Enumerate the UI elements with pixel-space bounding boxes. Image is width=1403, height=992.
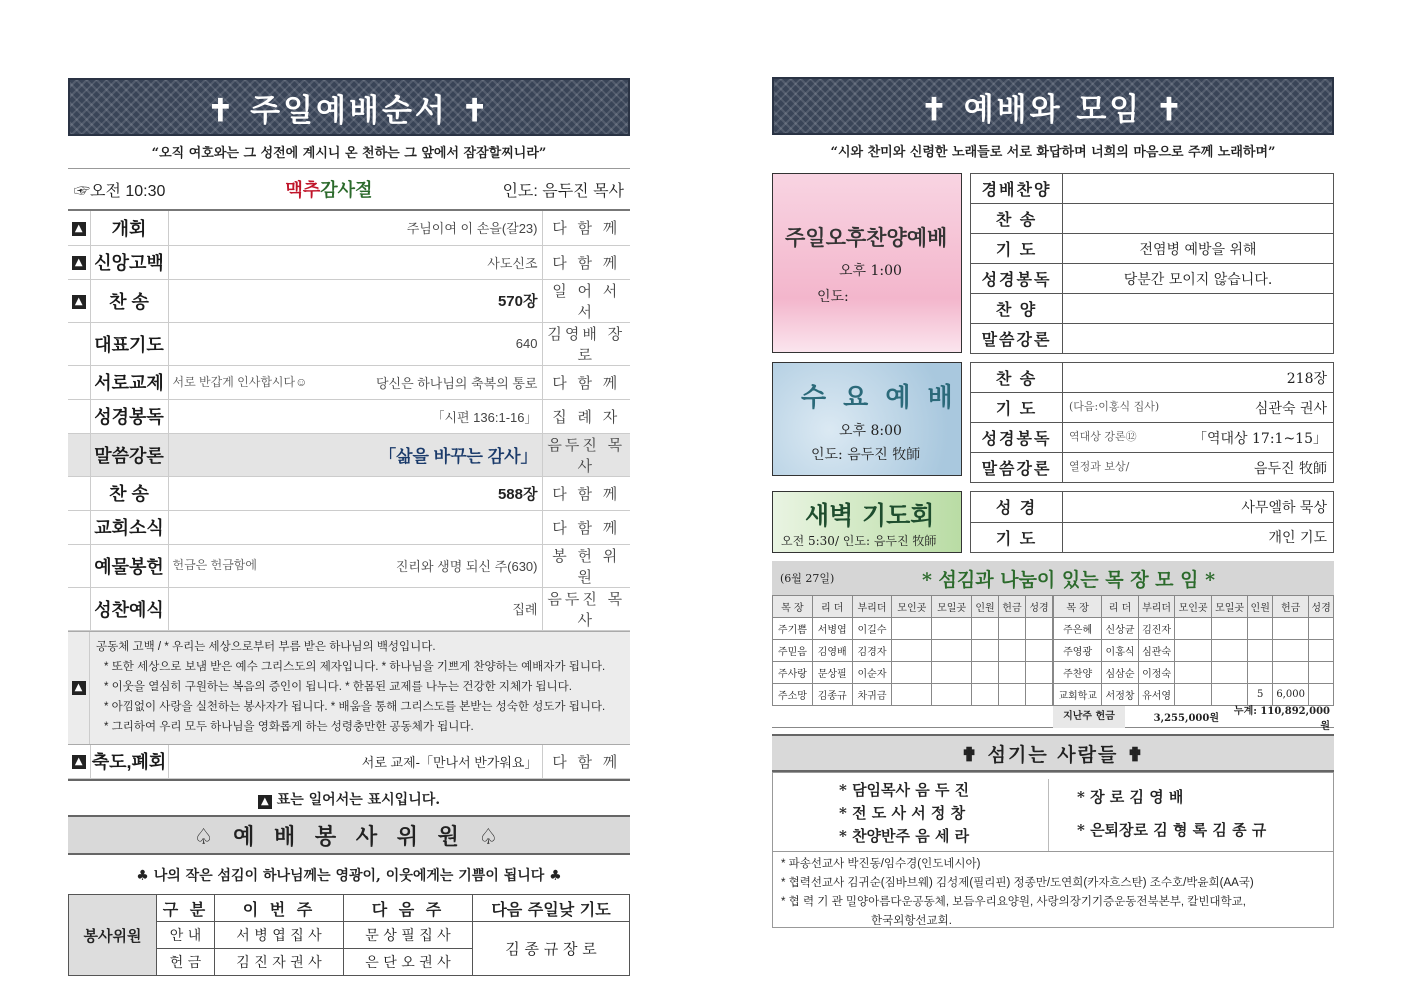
row-label: 찬 송 — [971, 204, 1063, 234]
order-item-person: 음두진 목사 — [542, 433, 630, 476]
benediction-table — [68, 745, 630, 780]
order-item-name: 개회 — [90, 211, 168, 245]
cell-value — [932, 684, 972, 706]
cell-value — [1025, 684, 1052, 706]
offering-total: 누계: 110,892,000원 — [1233, 705, 1330, 732]
row-label: 경배찬양 — [971, 174, 1063, 204]
order-item-name: 찬 송 — [90, 476, 168, 510]
service-header: 구 분 — [157, 895, 215, 922]
cell-value — [1273, 662, 1309, 684]
wednesday-table — [970, 362, 1334, 483]
staff-right — [1048, 779, 1333, 851]
cell-value: 주은혜 — [1054, 618, 1102, 640]
mission-line: * 파송선교사 박진동/임수경(인도네시아) — [781, 858, 981, 870]
table-row — [68, 587, 630, 630]
cell-value — [998, 640, 1025, 662]
table-row — [971, 234, 1334, 264]
cell-value: 심삼순 — [1102, 662, 1139, 684]
cell-column-header: 부리더 — [852, 596, 892, 618]
table-row — [68, 433, 630, 476]
row-label: 말씀강론 — [971, 324, 1063, 354]
row-label: 찬 송 — [971, 363, 1063, 393]
cell-value: 김진자 — [1138, 618, 1175, 640]
order-item-name: 축도,폐회 — [90, 745, 168, 779]
table-row — [971, 363, 1334, 393]
cell-value — [1273, 618, 1309, 640]
offering-week: 3,255,000원 — [1153, 713, 1219, 724]
staff-member: * 담임목사 음 두 진 — [839, 781, 970, 799]
dawn-card — [772, 491, 962, 553]
stand-note-text: 표는 일어서는 표시입니다. — [276, 792, 441, 808]
order-item-person: 일 어 서 서 — [542, 279, 630, 322]
right-verse: “시와 찬미와 신령한 노래들로 서로 화답하며 너희의 마음으로 주께 노래하며” — [830, 145, 1276, 160]
wednesday-title: 수 요 예 배 — [801, 383, 957, 413]
cell-value: 신상균 — [1102, 618, 1139, 640]
service-header: 다 음 주 — [344, 895, 473, 922]
confession-block — [68, 631, 630, 745]
cell-value — [892, 618, 932, 640]
service-this-week: 서 병 엽 집 사 — [215, 922, 344, 949]
cell-value — [998, 618, 1025, 640]
row-note: 역대상 강론⑫ — [1069, 429, 1137, 443]
stand-up-icon: ▲ — [72, 295, 86, 309]
row-label: 성경봉독 — [971, 423, 1063, 453]
cell-value — [971, 684, 998, 706]
cell-value: 6,000 — [1273, 684, 1309, 706]
cell-value — [971, 640, 998, 662]
row-label: 성 경 — [971, 492, 1063, 523]
cell-value: 주믿음 — [773, 640, 813, 662]
dawn-section — [772, 491, 1334, 553]
row-label: 기 도 — [971, 522, 1063, 553]
cell-value: 이정숙 — [1138, 662, 1175, 684]
table-row — [971, 423, 1334, 453]
cell-value: 김영배 — [812, 640, 852, 662]
cell-value — [1025, 618, 1052, 640]
table-row — [971, 264, 1334, 294]
cell-title: * 섬김과 나눔이 있는 목 장 모 임 * — [922, 568, 1216, 591]
cell-value: 5 — [1248, 684, 1273, 706]
staff-member: * 은퇴장로 김 형 록 김 종 규 — [1077, 821, 1267, 839]
wednesday-card — [772, 362, 962, 476]
cell-value — [1175, 618, 1212, 640]
service-committee-table — [68, 894, 630, 976]
cell-value — [932, 618, 972, 640]
cell-value — [1211, 662, 1248, 684]
row-value: 전염병 예방을 위해 — [1063, 234, 1334, 264]
row-value — [1063, 204, 1334, 234]
order-item-person: 다 함 께 — [542, 476, 630, 510]
stand-up-icon: ▲ — [72, 222, 86, 236]
row-value — [1063, 174, 1334, 204]
confession-line: * 아낌없이 사랑을 실천하는 봉사자가 됩니다. * 배움을 통해 그리스도를 본받는 성숙한 성도가 됩니다. — [104, 700, 606, 713]
wednesday-section — [772, 362, 1334, 483]
staff-list — [772, 772, 1334, 852]
cell-value — [971, 618, 998, 640]
row-value: 음두진 牧師 — [1253, 460, 1327, 477]
cell-value — [892, 684, 932, 706]
cell-value — [998, 684, 1025, 706]
order-item-content: 서로 교제-「만나서 반가워요」 — [168, 745, 542, 779]
confession-line: * 그리하여 우리 모두 하나님을 영화롭게 하는 성령충만한 공동체가 됩니다. — [104, 720, 474, 733]
cell-column-header: 목 장 — [773, 596, 813, 618]
table-row — [773, 684, 1053, 706]
order-item-person: 다 함 께 — [542, 510, 630, 544]
table-row — [68, 476, 630, 510]
cell-column-header: 모일곳 — [932, 596, 972, 618]
cell-value — [998, 662, 1025, 684]
cell-value — [1309, 662, 1334, 684]
table-row — [971, 393, 1334, 423]
table-row — [773, 596, 1053, 618]
cell-tables — [772, 595, 1334, 706]
table-row — [69, 895, 630, 922]
missions-list — [772, 852, 1334, 928]
order-item-content: 사도신조 — [487, 255, 538, 271]
left-verse: “오직 여호와는 그 성전에 계시니 온 천하는 그 앞에서 잠잠할찌니라” — [68, 136, 630, 169]
order-item-name: 말씀강론 — [90, 433, 168, 476]
afternoon-section — [772, 173, 1334, 354]
cell-value: 이홍식 — [1102, 640, 1139, 662]
confession-line: 공동체 고백 / * 우리는 세상으로부터 부름 받은 하나님의 백성입니다. — [96, 640, 436, 653]
order-item-person: 다 함 께 — [542, 211, 630, 245]
dawn-title: 새벽 기도회 — [805, 501, 935, 530]
cell-value: 이순자 — [852, 662, 892, 684]
cell-value — [971, 662, 998, 684]
worship-order-table — [68, 211, 630, 631]
worship-order-banner: ✝ 주일예배순서 ✝ — [68, 78, 630, 136]
offering-row — [772, 705, 1334, 732]
cell-date: (6월 27일) — [780, 572, 835, 585]
cell-table-left — [772, 595, 1053, 706]
stand-up-icon: ▲ — [72, 755, 86, 769]
cell-value — [1175, 684, 1212, 706]
cell-value: 차귀금 — [852, 684, 892, 706]
afternoon-leader: 인도: — [817, 289, 849, 305]
cell-value — [892, 640, 932, 662]
cell-value: 문상필 — [812, 662, 852, 684]
row-label: 찬 양 — [971, 294, 1063, 324]
cell-value — [1175, 640, 1212, 662]
table-row — [971, 324, 1334, 354]
order-item-content: 「시편 136:1-16」 — [431, 409, 538, 425]
row-value: 「역대상 17:1~15」 — [1192, 430, 1327, 447]
order-item-content: 「삶을 바꾸는 감사」 — [379, 447, 538, 466]
service-header: 다음 주일낮 기도 — [473, 895, 630, 922]
cell-table-right — [1053, 595, 1334, 706]
cell-value: 김종규 — [812, 684, 852, 706]
stand-up-icon: ▲ — [72, 256, 86, 270]
cell-value: 주기쁨 — [773, 618, 813, 640]
cell-column-header: 인원 — [971, 596, 998, 618]
staff-left — [773, 779, 1048, 851]
row-value — [1063, 324, 1334, 354]
event-title-a: 맥추 — [285, 180, 321, 200]
order-item-name: 찬 송 — [90, 279, 168, 322]
row-value: 당분간 모이지 않습니다. — [1063, 264, 1334, 294]
mission-line: 한국외항선교회. — [871, 915, 952, 927]
cell-value — [892, 662, 932, 684]
service-committee-title: ♤ 예 배 봉 사 위 원 ♤ — [68, 815, 630, 855]
service-next-prayer: 김 종 규 장 로 — [473, 922, 630, 976]
order-item-content: 570장 — [497, 293, 538, 310]
stand-note — [68, 779, 630, 815]
cell-value — [932, 640, 972, 662]
confession-lines — [90, 632, 611, 744]
order-item-name: 신앙고백 — [90, 245, 168, 279]
cell-value: 이길수 — [852, 618, 892, 640]
cell-column-header: 모인곳 — [892, 596, 932, 618]
table-row — [971, 522, 1334, 553]
table-row — [68, 245, 630, 279]
cell-value — [1309, 618, 1334, 640]
order-item-content: 주님이여 이 손을(갈23) — [406, 221, 538, 237]
dawn-table — [970, 491, 1334, 553]
order-item-name: 성경봉독 — [90, 399, 168, 433]
dawn-time: 오전 5:30/ 인도: 음두진 牧師 — [781, 534, 937, 548]
cell-column-header: 모일곳 — [1211, 596, 1248, 618]
cell-column-header: 성경 — [1309, 596, 1334, 618]
table-row — [971, 492, 1334, 523]
afternoon-title: 주일오후찬양예배 — [785, 227, 948, 250]
cell-value: 유서영 — [1138, 684, 1175, 706]
row-value — [1063, 294, 1334, 324]
table-row — [68, 510, 630, 544]
event-title — [178, 176, 480, 202]
order-item-content: 진리와 생명 되신 주(630) — [395, 559, 538, 574]
row-value: 개인 기도 — [1063, 522, 1334, 553]
order-item-name: 성찬예식 — [90, 587, 168, 630]
table-row — [68, 544, 630, 587]
service-verse: ♣ 나의 작은 섬김이 하나님께는 영광이, 이웃에게는 기쁨이 됩니다 ♣ — [136, 868, 562, 884]
service-next-week: 문 상 필 집 사 — [344, 922, 473, 949]
cell-value: 주찬양 — [1054, 662, 1102, 684]
staff-member: * 찬양반주 음 세 라 — [839, 827, 970, 845]
stand-up-icon: ▲ — [258, 795, 272, 809]
order-item-person: 다 함 께 — [542, 245, 630, 279]
row-value: 심관숙 권사 — [1254, 400, 1327, 417]
table-row — [971, 204, 1334, 234]
afternoon-card — [772, 173, 962, 353]
table-row — [773, 640, 1053, 662]
table-row — [1054, 618, 1334, 640]
service-header — [68, 169, 630, 211]
row-value: 218장 — [1286, 370, 1327, 387]
staff-member: * 전 도 사 서 정 창 — [839, 804, 966, 822]
event-title-b: 감사절 — [320, 180, 373, 200]
cell-column-header: 목 장 — [1054, 596, 1102, 618]
order-item-person: 봉 헌 위 원 — [542, 544, 630, 587]
row-note: (다음:이홍식 집사) — [1069, 399, 1160, 413]
cell-value: 주소망 — [773, 684, 813, 706]
order-item-person: 다 함 께 — [542, 745, 630, 779]
service-time: ☞오전 10:30 — [74, 182, 166, 200]
cell-value — [1175, 662, 1212, 684]
order-item-note: 헌금은 헌금함에 — [172, 558, 257, 572]
row-label: 기 도 — [971, 234, 1063, 264]
mission-line: * 협 력 기 관 밀양아름다운공동체, 보듬우리요양원, 사랑의장기기증운동전북본부, 칼빈대학교, — [781, 896, 1246, 908]
order-item-name: 대표기도 — [90, 322, 168, 365]
staff-member: * 장 로 김 영 배 — [1077, 788, 1184, 806]
cell-column-header: 성경 — [1025, 596, 1052, 618]
cell-value — [1211, 640, 1248, 662]
order-item-person: 다 함 께 — [542, 365, 630, 399]
table-row — [1054, 662, 1334, 684]
order-item-name: 예물봉헌 — [90, 544, 168, 587]
cell-value: 주영광 — [1054, 640, 1102, 662]
cell-value: 교회학교 — [1054, 684, 1102, 706]
left-page — [68, 0, 630, 976]
service-label: 봉사위원 — [69, 895, 157, 976]
cell-value — [1025, 662, 1052, 684]
cell-value: 주사랑 — [773, 662, 813, 684]
cell-value — [1248, 640, 1273, 662]
table-row — [68, 322, 630, 365]
order-item-person: 음두진 목사 — [542, 587, 630, 630]
service-this-week: 김 진 자 권 사 — [215, 949, 344, 976]
row-label: 말씀강론 — [971, 453, 1063, 483]
order-item-content: 588장 — [497, 485, 538, 503]
confession-line: * 이웃을 열심히 구원하는 복음의 증인이 됩니다. * 한몸된 교제를 나누는 건강한 지체가 됩니다. — [104, 680, 572, 693]
cell-column-header: 인원 — [1248, 596, 1273, 618]
afternoon-table — [970, 173, 1334, 354]
mission-line: * 협력선교사 김귀순(짐바브웨) 김성제(필리핀) 정종만/도연희(카자흐스탄) 조수호/박윤희(AA국) — [781, 877, 1254, 889]
confession-line: * 또한 세상으로 보냄 받은 예수 그리스도의 제자입니다. * 하나님을 기쁘게 찬양하는 예배자가 됩니다. — [104, 660, 606, 673]
cell-value: 심관숙 — [1138, 640, 1175, 662]
order-item-content: 당신은 하나님의 축복의 통로 — [375, 375, 538, 391]
table-row — [68, 365, 630, 399]
order-item-name: 서로교제 — [90, 365, 168, 399]
service-type: 헌 금 — [157, 949, 215, 976]
afternoon-time: 오후 1:00 — [839, 263, 902, 279]
order-item-note: 서로 반갑게 인사합시다☺ — [172, 374, 308, 389]
order-item-person: 김영배 장로 — [542, 322, 630, 365]
table-row — [68, 279, 630, 322]
order-item-content: 640 — [515, 336, 538, 351]
cell-value: 서병엽 — [812, 618, 852, 640]
order-item-name: 교회소식 — [90, 510, 168, 544]
cell-column-header: 모인곳 — [1175, 596, 1212, 618]
stand-indicator — [68, 632, 90, 744]
staff-title: ✟ 섬기는 사람들 ✟ — [772, 734, 1334, 772]
table-row — [773, 662, 1053, 684]
stand-up-icon: ▲ — [72, 681, 86, 695]
table-row — [1054, 596, 1334, 618]
service-next-week: 은 단 오 권 사 — [344, 949, 473, 976]
table-row — [971, 174, 1334, 204]
cell-column-header: 헌금 — [1273, 596, 1309, 618]
order-item-person: 집 례 자 — [542, 399, 630, 433]
cell-column-header: 리 더 — [1102, 596, 1139, 618]
row-note: 열정과 보상/ — [1069, 459, 1130, 473]
cell-value — [1273, 640, 1309, 662]
cell-value — [932, 662, 972, 684]
order-item-content: 집례 — [512, 602, 538, 617]
cell-value: 김경자 — [852, 640, 892, 662]
cell-column-header: 헌금 — [998, 596, 1025, 618]
cell-value — [1309, 640, 1334, 662]
table-row — [971, 294, 1334, 324]
cell-value — [1211, 618, 1248, 640]
right-page — [772, 0, 1334, 928]
cell-header — [772, 561, 1334, 595]
cell-value — [1025, 640, 1052, 662]
cell-column-header: 리 더 — [812, 596, 852, 618]
row-label: 기 도 — [971, 393, 1063, 423]
offering-label: 지난주 헌금 — [1053, 706, 1125, 728]
worship-meeting-banner: ✝ 예배와 모임 ✝ — [772, 77, 1334, 135]
cell-value — [1248, 618, 1273, 640]
wednesday-time: 오후 8:00 — [839, 423, 902, 439]
service-type: 안 내 — [157, 922, 215, 949]
table-row — [68, 745, 630, 779]
service-header: 이 번 주 — [215, 895, 344, 922]
cell-column-header: 부리더 — [1138, 596, 1175, 618]
cell-value — [1248, 662, 1273, 684]
table-row — [68, 211, 630, 245]
table-row — [68, 399, 630, 433]
row-value: 사무엘하 묵상 — [1063, 492, 1334, 523]
row-label: 성경봉독 — [971, 264, 1063, 294]
cell-value: 서정창 — [1102, 684, 1139, 706]
table-row — [773, 618, 1053, 640]
wednesday-leader: 인도: 음두진 牧師 — [811, 447, 921, 463]
table-row — [971, 453, 1334, 483]
table-row — [1054, 640, 1334, 662]
service-leader: 인도: 음두진 목사 — [502, 182, 624, 200]
